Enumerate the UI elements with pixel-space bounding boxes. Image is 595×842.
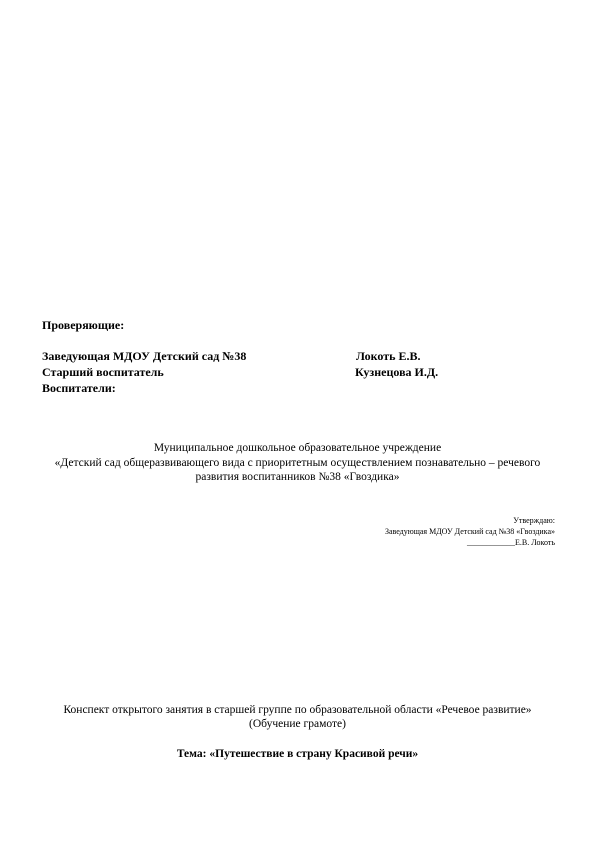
reviewers-heading: Проверяющие: <box>42 318 125 332</box>
approval-signature: ____________Е.В. Локоть <box>467 538 555 547</box>
institution-line-3: развития воспитанников №38 «Гвоздика» <box>195 471 400 483</box>
institution-line-1: Муниципальное дошкольное образовательное учреждение <box>153 442 442 454</box>
teachers-label: Воспитатели: <box>42 381 116 395</box>
senior-role: Старший воспитатель <box>42 365 164 379</box>
summary-line-2: (Обучение грамоте) <box>249 718 346 730</box>
head-name: Локоть Е.В. <box>356 349 421 363</box>
approval-label: Утверждаю: <box>513 516 555 525</box>
institution-line-2: «Детский сад общеразвивающего вида с приоритетным осуществлением познавательно – речевого <box>54 457 541 469</box>
senior-name: Кузнецова И.Д. <box>355 365 439 379</box>
summary-line-1: Конспект открытого занятия в старшей группе по образовательной области «Речевое развитие» <box>63 704 532 716</box>
approval-role: Заведующая МДОУ Детский сад №38 «Гвоздика» <box>384 527 555 536</box>
head-role: Заведующая МДОУ Детский сад №38 <box>42 349 247 363</box>
topic-title: Тема: «Путешествие в страну Красивой речи» <box>176 748 419 760</box>
